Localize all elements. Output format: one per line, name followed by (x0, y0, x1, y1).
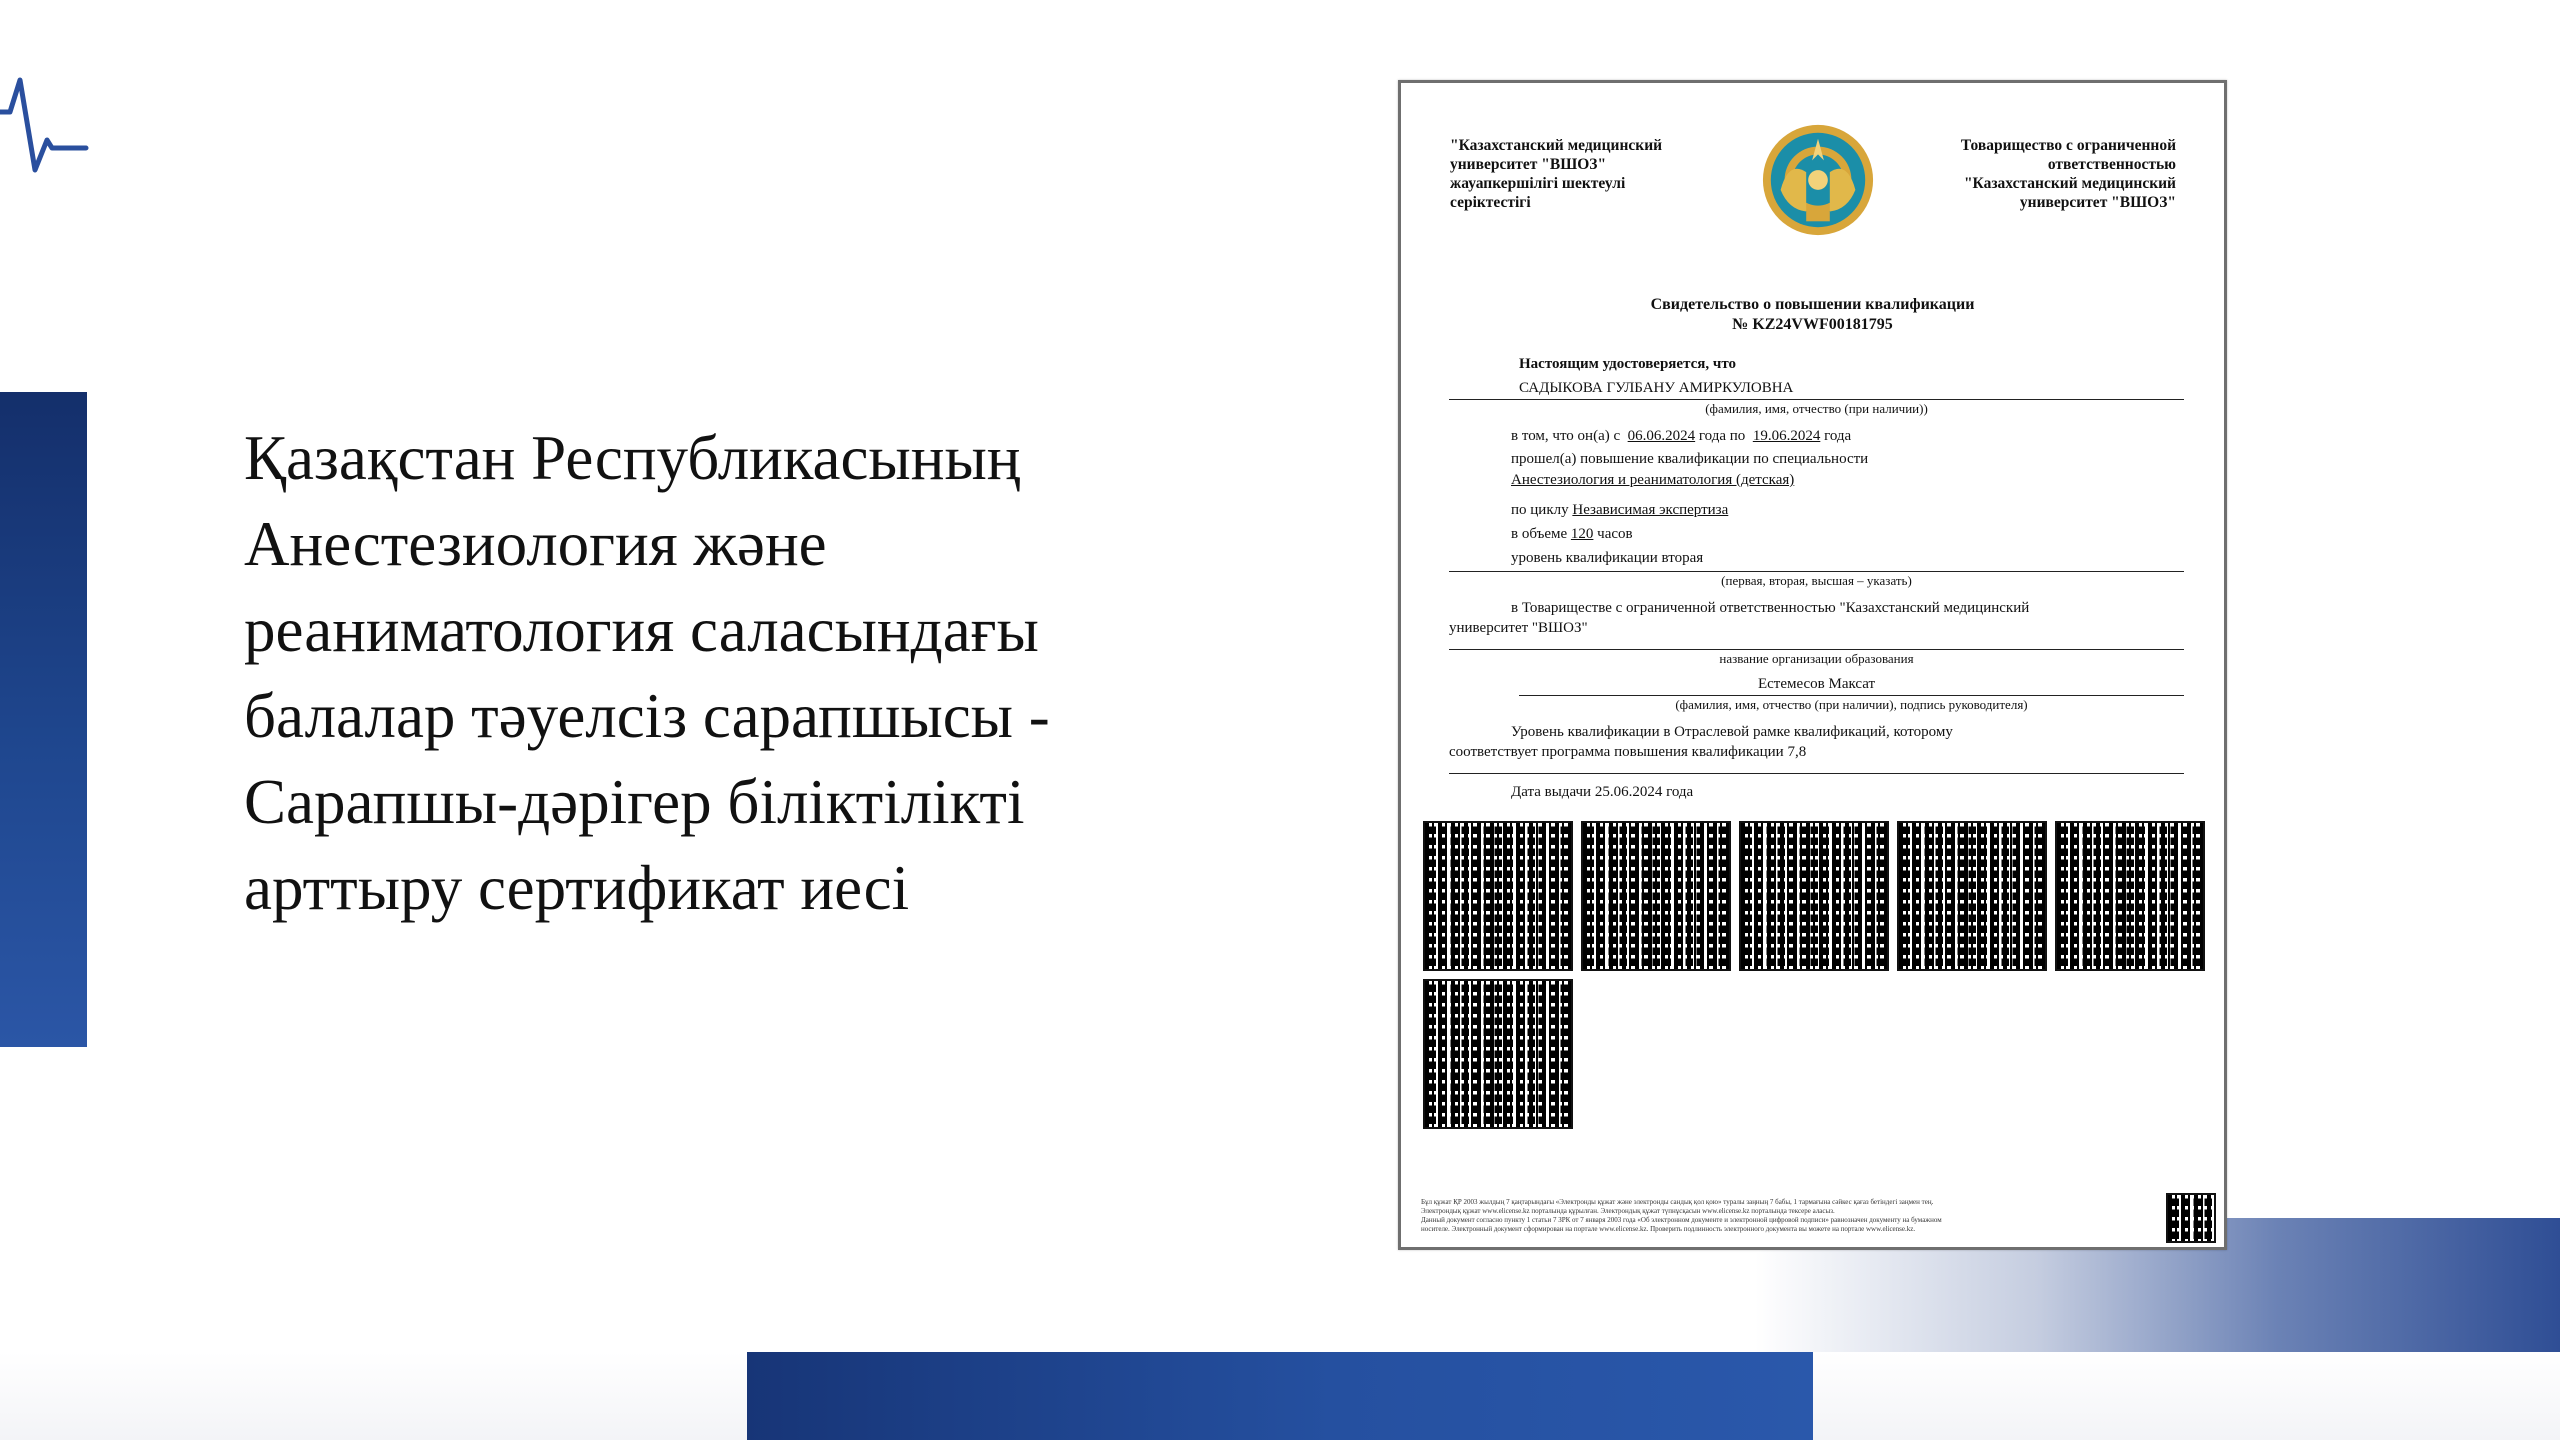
qr-code (2055, 821, 2205, 971)
certificate-document (1398, 80, 2227, 1250)
frame-line-2: соответствует программа повышения квалификации 7,8 (1449, 744, 1807, 760)
date-from: 06.06.2024 (1627, 428, 1696, 444)
level-prefix: уровень квалификации (1511, 550, 1658, 566)
level-line (1511, 549, 1703, 567)
header-left-line: университет "ВШОЗ" (1450, 156, 1607, 173)
header-left-line: жауапкершілігі шектеулі (1450, 175, 1626, 192)
cycle-value: Независимая экспертиза (1572, 502, 1729, 518)
cycle-prefix: по циклу (1511, 502, 1569, 518)
heartbeat-pulse-icon (0, 70, 90, 185)
bottom-accent-bar (747, 1352, 1813, 1440)
cycle-line (1511, 501, 1728, 519)
holder-name: САДЫКОВА ГУЛБАНУ АМИРКУЛОВНА (1519, 380, 1794, 396)
org-line-1: в Товариществе с ограниченной ответственностью "Казахстанский медицинский (1511, 600, 2030, 616)
header-right-line: университет "ВШОЗ" (2019, 194, 2176, 211)
underline (1449, 571, 2184, 572)
slide-text-line: Қазақстан Республикасының (244, 423, 1021, 493)
director-name: Естемесов Максат (1757, 676, 1876, 692)
legal-footer (1421, 1198, 2121, 1234)
completed-text: прошел(а) повышение квалификации по специальности (1511, 451, 1869, 467)
footer-line: носителе. Электронный документ сформирован на портале www.elicense.kz. Проверить подлинность электронного документа вы можете на портале www.elicense.kz. (1421, 1225, 1916, 1233)
issue-date: Дата выдачи 25.06.2024 года (1511, 784, 1694, 800)
slide-text-line: реаниматология саласындағы (244, 595, 1039, 665)
level-caption: (первая, вторая, высшая – указать) (1721, 573, 1912, 588)
header-left-line: серіктестігі (1450, 194, 1531, 211)
frame-line-1: Уровень квалификации в Отраслевой рамке квалификаций, которому (1511, 724, 1953, 740)
slide-main-text (244, 415, 1244, 931)
certificate-title: Свидетельство о повышении квалификации (1650, 296, 1975, 313)
holder-caption: (фамилия, имя, отчество (при наличии)) (1705, 401, 1928, 416)
qr-code (1423, 821, 1573, 971)
slide-text-line: арттыру сертификат иесі (244, 853, 910, 923)
hours-suffix: часов (1597, 526, 1633, 542)
hours-value: 120 (1570, 526, 1594, 542)
qr-code (1897, 821, 2047, 971)
org-line-2: университет "ВШОЗ" (1449, 620, 1588, 636)
header-left-line: "Казахстанский медицинский (1450, 137, 1663, 154)
date-to: 19.06.2024 (1752, 428, 1821, 444)
underline (1449, 773, 2184, 774)
underline (1449, 649, 2184, 650)
slide-text-line: Анестезиология және (244, 509, 827, 579)
org-caption: название организации образования (1719, 651, 1914, 666)
director-caption: (фамилия, имя, отчество (при наличии), подпись руководителя) (1675, 697, 2028, 712)
header-right-line: Товарищество с ограниченной (1960, 137, 2176, 154)
period-line (1511, 427, 1851, 445)
left-accent-bar (0, 392, 87, 1047)
period-prefix: в том, что он(а) с (1511, 428, 1621, 444)
certificate-number: № KZ24VWF00181795 (1732, 316, 1893, 333)
period-suffix: года (1824, 428, 1852, 444)
level-value: вторая (1661, 550, 1704, 566)
header-left (1450, 136, 1720, 212)
kazakhstan-state-emblem-icon (1759, 121, 1877, 239)
underline (1519, 695, 2184, 696)
header-right (1886, 136, 2176, 212)
footer-line: Электрондық құжат www.elicense.kz порталында құрылған. Электрондық құжат түпнұсқасын www.elicense.kz порталында тексере аласыз. (1421, 1207, 1835, 1215)
qr-code (1739, 821, 1889, 971)
header-right-line: "Казахстанский медицинский (1963, 175, 2176, 192)
certify-text: Настоящим удостоверяется, что (1519, 356, 1737, 372)
footer-line: Бұл құжат ҚР 2003 жылдың 7 қаңтарындағы «Электронды құжат және электронды сандық қол қою» туралы заңның 7 бабы, 1 тармағына сәйкес қағаз бетіндегі заңмен тең. (1421, 1198, 1934, 1206)
period-middle: года по (1698, 428, 1746, 444)
certificate-title-block (1401, 295, 2224, 335)
underline (1449, 399, 2184, 400)
qr-code (1423, 979, 1573, 1129)
volume-prefix: в объеме (1511, 526, 1568, 542)
footer-line: Данный документ согласно пункту 1 статьи 7 ЗРК от 7 января 2003 года «Об электронном документе и электронной цифровой подписи» равнозначен документу на бумажном (1421, 1216, 1942, 1224)
slide-text-line: Сарапшы-дәрігер біліктілікті (244, 767, 1025, 837)
header-right-line: ответственностью (2047, 156, 2176, 173)
slide-text-line: балалар тәуелсіз сарапшысы - (244, 681, 1050, 751)
qr-code (1581, 821, 1731, 971)
volume-line (1511, 525, 1633, 543)
specialty: Анестезиология и реаниматология (детская) (1511, 472, 1795, 488)
small-qr-code (2166, 1193, 2216, 1243)
